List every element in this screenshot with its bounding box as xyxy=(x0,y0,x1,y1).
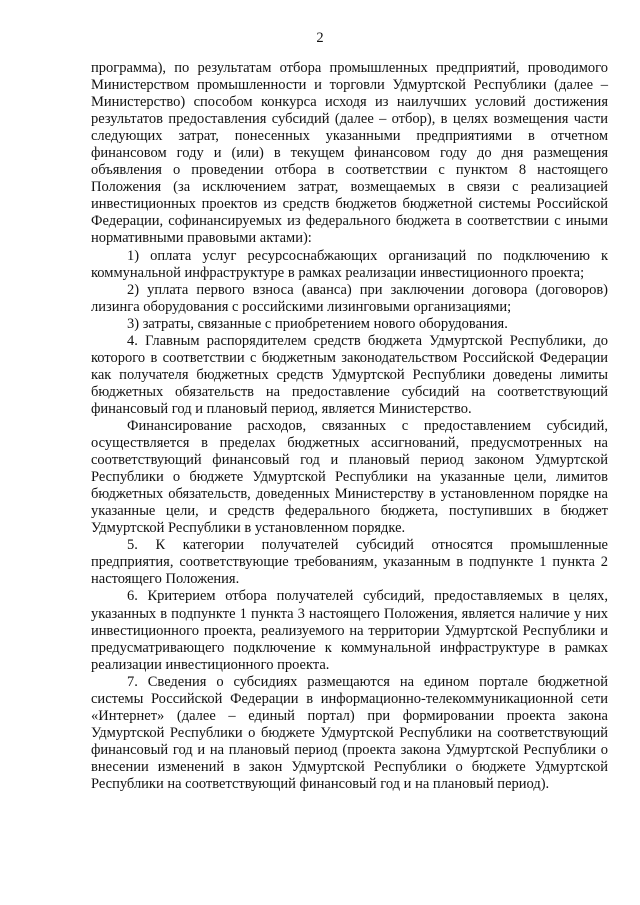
paragraph-item-3: 3) затраты, связанные с приобретением нового оборудования. xyxy=(127,315,508,332)
paragraph-clause-7: 7. Сведения о субсидиях размещаются на едином портале бюджетной системы Российской Федерации в информационно-телекоммуникационной сети «Интернет» (далее – единый портал) при формировании проекта закона Удмуртской Республики о бюджете Удмуртской Республики на соответствующий финансовый год и на плановый период (проекта закона Удмуртской Республики о внесении изменений в закон Удмуртской Республики о бюджете Удмуртской Республики на соответствующий финансовый год и на плановый период). xyxy=(91,673,608,792)
paragraph-clause-4: 4. Главным распорядителем средств бюджета Удмуртской Республики, до которого в соответствии с бюджетным законодательством Российской Федерации как получателя бюджетных средств Удмуртской Республики доведены лимиты бюджетных обязательств на предоставление субсидий на соответствующий финансовый год и плановый период, является Министерство. xyxy=(91,332,608,417)
paragraph-item-1: 1) оплата услуг ресурсоснабжающих организаций по подключению к коммунальной инфраструктуре в рамках реализации инвестиционного проекта; xyxy=(91,247,608,281)
document-body xyxy=(91,60,608,793)
paragraph-clause-6: 6. Критерием отбора получателей субсидий, предоставляемых в целях, указанных в подпункте 1 пункта 3 настоящего Положения, является наличие у них инвестиционного проекта, реализуемого на территории Удмуртской Республики и предусматривающего подключение к коммунальной инфраструктуре в рамках реализации инвестиционного проекта. xyxy=(91,588,608,673)
paragraph-item-2: 2) уплата первого взноса (аванса) при заключении договора (договоров) лизинга оборудования с российскими лизинговыми организациями; xyxy=(91,281,608,315)
page-number: 2 xyxy=(316,30,324,46)
paragraph-intro-continuation: программа), по результатам отбора промышленных предприятий, проводимого Министерством промышленности и торговли Удмуртской Республики (далее – Министерство) способом конкурса исходя из наилучших условий достижения результатов предоставления субсидий (далее – отбор), в целях возмещения части следующих затрат, понесенных указанными предприятиями в отчетном финансовом году и (или) в текущем финансовом году до дня размещения объявления о проведении отбора в соответствии с пунктом 8 настоящего Положения (за исключением затрат, возмещаемых в связи с реализацией инвестиционных проектов из средств бюджетов бюджетной системы Российской Федерации, софинансируемых из федерального бюджета в соответствии с иными нормативными правовыми актами): xyxy=(91,60,608,247)
paragraph-clause-5: 5. К категории получателей субсидий относятся промышленные предприятия, соответствующие требованиям, указанным в подпункте 1 пункта 2 настоящего Положения. xyxy=(91,537,608,588)
paragraph-financing: Финансирование расходов, связанных с предоставлением субсидий, осуществляется в пределах бюджетных ассигнований, предусмотренных на соответствующий финансовый год и плановый период законом Удмуртской Республики о бюджете Удмуртской Республики на указанные цели, лимитов бюджетных обязательств, доведенных Министерству в установленном порядке на указанные цели, и средств федерального бюджета, поступивших в бюджет Удмуртской Республики в установленном порядке. xyxy=(91,417,608,537)
